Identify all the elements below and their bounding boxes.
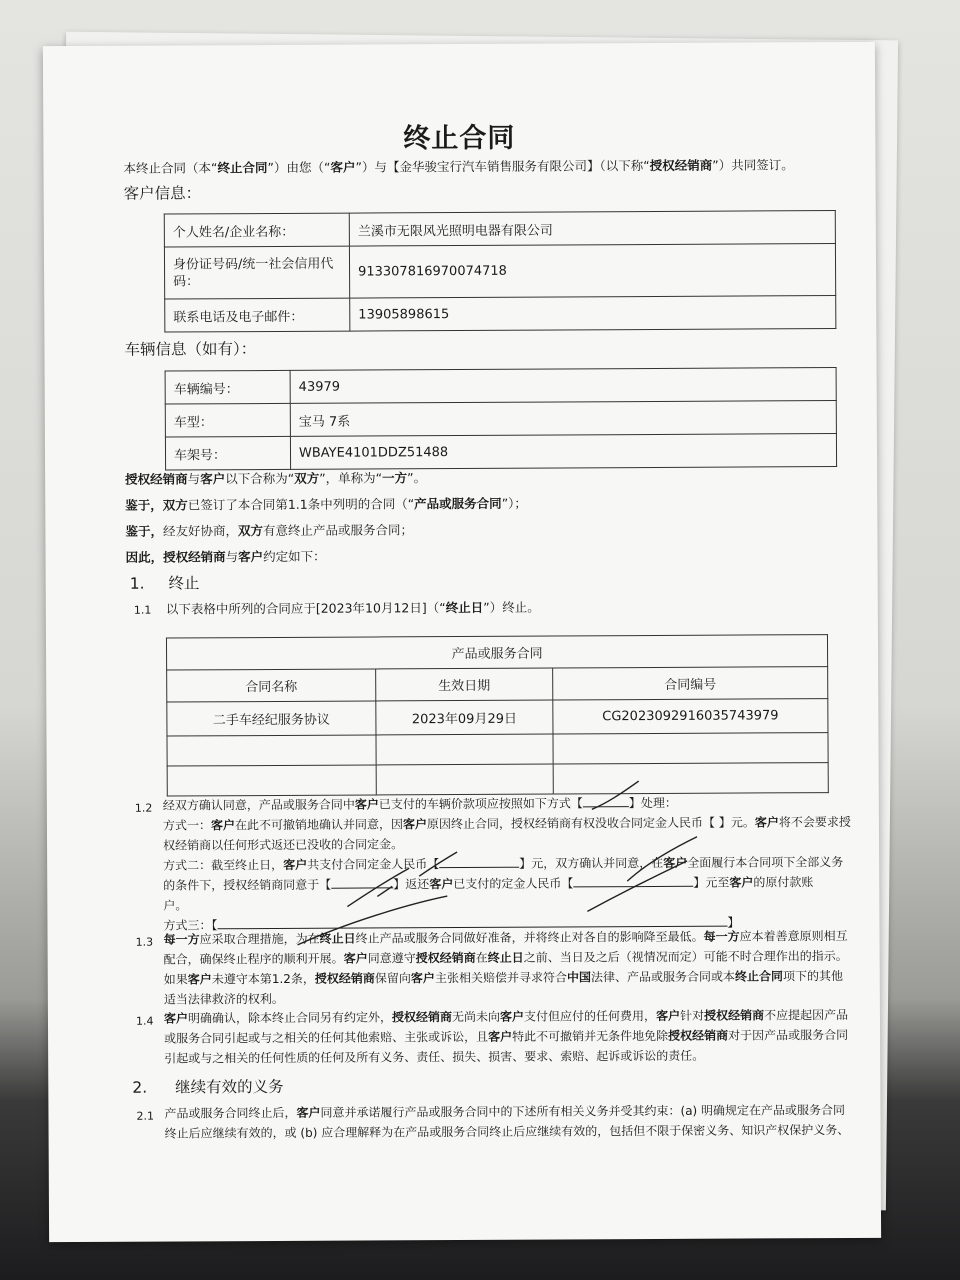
- customer-info-heading: 客户信息：: [123, 184, 202, 203]
- document-title: 终止合同: [403, 122, 516, 155]
- field-value: WBAYE4101DDZ51488: [290, 434, 836, 470]
- field-value: 913307816970074718: [349, 244, 835, 299]
- clause-line: 户。: [163, 898, 188, 913]
- field-label: 个人姓名/企业名称：: [164, 213, 349, 247]
- therefore-paragraph: 因此，授权经销商与客户约定如下：: [125, 548, 326, 565]
- table-cell: CG2023092916035743979: [553, 699, 828, 734]
- table-row: [167, 763, 828, 796]
- clause-1-1-text: 以下表格中所列的合同应于[2023年10月12日]（“终止日”）终止。: [165, 599, 540, 617]
- clause-line: 的条件下，授权经销商同意于【 】返还客户已支付的定金人民币【 】元至客户的原付款账: [163, 875, 814, 893]
- clause-number: 1.2: [134, 801, 153, 815]
- table-cell: 2023年09月29日: [376, 700, 553, 735]
- vehicle-row: [165, 368, 836, 405]
- table-cell: [553, 763, 828, 794]
- field-label: 车型：: [165, 403, 290, 437]
- field-value: 13905898615: [350, 296, 836, 332]
- column-header: 合同名称: [167, 669, 376, 702]
- clause-line: 适当法律救济的权利。: [163, 991, 284, 1007]
- vehicle-row: [165, 401, 836, 438]
- table-row: [167, 699, 828, 736]
- clause-line: 客户明确确认，除本终止合同另有约定外，授权经销商无尚未向客户支付但应付的任何费用，客户针对授权经销商不应提起因产品: [163, 1007, 849, 1026]
- table-cell: [167, 735, 376, 766]
- field-label: 联系电话及电子邮件：: [165, 298, 350, 332]
- vehicle-row: [165, 434, 836, 471]
- column-header: 合同编号: [553, 667, 828, 700]
- customer-info-table: [164, 210, 837, 333]
- clause-1-4-text: [164, 1005, 874, 1069]
- field-value: 43979: [290, 368, 836, 404]
- clause-line: 产品或服务合同终止后，客户同意并承诺履行产品或服务合同中的下述所有相关义务并受其约束：(a) 明确规定在产品或服务合同: [164, 1103, 846, 1121]
- vehicle-info-table: [165, 367, 838, 471]
- whereas-paragraph-2: 鉴于，经友好协商，双方有意终止产品或服务合同；: [125, 522, 414, 539]
- clause-line: 权经销商以任何形式返还已没收的合同定金。: [163, 837, 404, 853]
- clause-line: 或服务合同引起或与之相关的任何其他索赔、主张或诉讼，且客户特此不可撤销并无条件地免除授权经销商对于因产品或服务合同: [164, 1027, 849, 1046]
- column-header: 生效日期: [376, 668, 553, 701]
- clause-number: 1.1: [133, 603, 152, 617]
- clause-line: 如果客户未遵守本第1.2条，授权经销商保留向客户主张相关赔偿并寻求符合中国法律、产品或服务合同或本终止合同项下的其他: [163, 969, 844, 987]
- clause-1-2-text: [163, 792, 864, 936]
- clause-line: 终止后应继续有效的，或 (b) 应合理解释为在产品或服务合同终止后应继续有效的，包括但不限于保密义务、知识产权保护义务、: [164, 1122, 850, 1141]
- field-value: 宝马 7系: [290, 401, 836, 437]
- table-header: 产品或服务合同: [166, 635, 827, 670]
- intro-paragraph: 本终止合同（本“终止合同”）由您（“客户”）与【金华骏宝行汽车销售服务有限公司】（以下称“授权经销商”）共同签订。: [123, 157, 794, 176]
- field-label: 车架号：: [165, 436, 290, 470]
- whereas-paragraph-1: 鉴于，双方已签订了本合同第1.1条中列明的合同（“产品或服务合同”）；: [125, 495, 527, 513]
- clause-number: 1.3: [135, 935, 154, 949]
- clause-number: 2.1: [136, 1109, 155, 1123]
- table-cell: [167, 765, 376, 796]
- clause-1-3-text: [164, 926, 874, 1010]
- table-header-row: [166, 635, 827, 670]
- clause-line: 经双方确认同意，产品或服务合同中客户已支付的车辆价款项应按照如下方式【 】处理：: [162, 795, 677, 813]
- table-cell: [376, 734, 553, 765]
- parties-paragraph: 授权经销商与客户以下合称为“双方”，单称为“一方”。: [125, 470, 427, 487]
- clause-line: 配合，确保终止程序的顺利开展。客户同意遵守授权经销商在终止日之前、当日及之后（视情况而定）可能不时合理作出的指示。: [163, 948, 848, 967]
- field-value: 兰溪市无限风光照明电器有限公司: [349, 211, 835, 247]
- clause-line: 方式一：客户在此不可撤销地确认并同意，因客户原因终止合同，授权经销商有权没收合同定金人民币【 】元。客户将不会要求授: [162, 814, 851, 833]
- clause-line: 每一方应采取合理措施，为在终止日终止产品或服务合同做好准备，并将终止对各自的影响降至最低。每一方应本着善意原则相互: [163, 928, 848, 947]
- clause-2-1-text: [164, 1100, 876, 1144]
- customer-row: [164, 211, 835, 248]
- contract-table: [166, 634, 829, 796]
- vehicle-info-heading: 车辆信息（如有）：: [124, 340, 257, 359]
- table-column-row: [167, 667, 828, 702]
- table-cell: [376, 764, 553, 795]
- clause-line: 方式三：【 】: [163, 915, 740, 933]
- clause-number: 1.4: [135, 1014, 154, 1028]
- clause-line: 方式二：截至终止日，客户共支付合同定金人民币【 】元，双方确认并同意，在客户全面履行本合同项下全部义务: [163, 855, 844, 873]
- field-label: 车辆编号：: [165, 370, 290, 404]
- customer-row: [165, 296, 836, 333]
- field-label: 身份证号码/统一社会信用代码：: [164, 246, 349, 299]
- table-row: [167, 733, 828, 766]
- table-cell: 二手车经纪服务协议: [167, 701, 376, 736]
- section-2-heading: 2. 继续有效的义务: [132, 1077, 284, 1097]
- clause-line: 引起或与之相关的任何性质的任何及所有义务、责任、损失、损害、要求、索赔、起诉或诉讼的责任。: [164, 1048, 705, 1066]
- contract-page: [43, 42, 881, 1242]
- table-cell: [553, 733, 828, 764]
- section-1-heading: 1. 终止: [129, 574, 200, 593]
- customer-row: [164, 244, 835, 300]
